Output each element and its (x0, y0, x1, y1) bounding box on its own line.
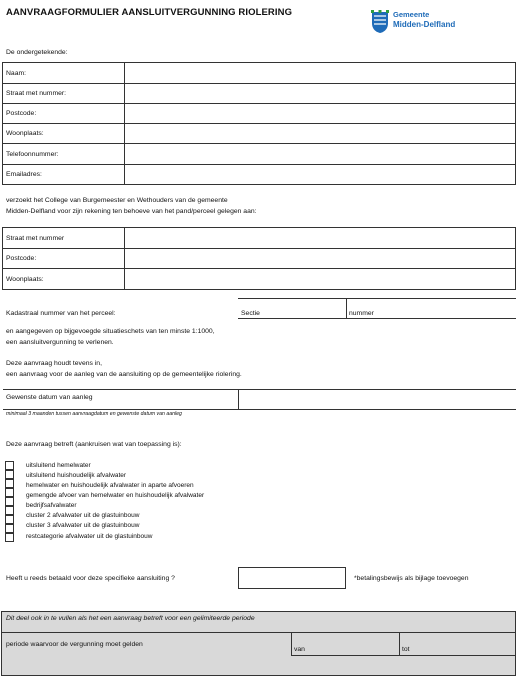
applicant-email-field[interactable] (125, 165, 516, 185)
also-text-2: een aanvraag voor de aanleg van de aansluiting op de gemeentelijke riolering. (6, 371, 242, 378)
option-label: cluster 2 afvalwater uit de glastuinbouw (26, 512, 140, 519)
option-label: cluster 3 afvalwater uit de glastuinbouw (26, 522, 140, 529)
option-checkbox[interactable] (5, 488, 14, 497)
property-postcode-field[interactable] (125, 249, 516, 269)
logo-line-1: Gemeente (393, 10, 430, 19)
applicant-label: Telefoonnummer: (3, 144, 125, 165)
period-label: periode waarvoor de vergunning moet gelden (6, 641, 143, 648)
property-label: Straat met nummer (3, 228, 125, 249)
applicant-name-field[interactable] (125, 63, 516, 84)
applicant-city-field[interactable] (125, 124, 516, 144)
kadaster-label: Kadastraal nummer van het perceel: (6, 310, 116, 317)
applicant-label: Straat met nummer: (3, 84, 125, 104)
paid-note: *betalingsbewijs als bijlage toevoegen (354, 575, 469, 582)
request-text-1: verzoekt het College van Burgemeester en Wethouders van de gemeente (6, 197, 228, 204)
property-label: Postcode: (3, 249, 125, 269)
paid-answer-field[interactable] (238, 567, 346, 589)
nummer-field[interactable]: nummer (349, 310, 374, 317)
situation-text-1: en aangegeven op bijgevoegde situatieschets van ten minste 1:1000, (6, 328, 215, 335)
option-label: restcategorie afvalwater uit de glastuinbouw (26, 533, 153, 540)
option-checkbox[interactable] (5, 533, 14, 542)
municipality-logo (370, 10, 460, 38)
option-checkbox[interactable] (5, 479, 14, 488)
applicant-label: Woonplaats: (3, 124, 125, 144)
intro-text: De ondergetekende: (6, 49, 68, 56)
property-table (2, 227, 516, 290)
property-city-field[interactable] (125, 269, 516, 290)
applicant-label: Emailadres: (3, 165, 125, 185)
option-label: hemelwater en huishoudelijk afvalwater in aparte afvoeren (26, 482, 194, 489)
option-checkbox[interactable] (5, 470, 14, 479)
option-label: uitsluitend huishoudelijk afvalwater (26, 472, 127, 479)
applicant-street-field[interactable] (125, 84, 516, 104)
option-label: bedrijfsafvalwater (26, 502, 77, 509)
sectie-field[interactable]: Sectie (241, 310, 260, 317)
applicant-phone-field[interactable] (125, 144, 516, 165)
applicant-table (2, 62, 516, 185)
option-checkbox[interactable] (5, 515, 14, 524)
applicant-label: Naam: (3, 63, 125, 84)
option-checkbox[interactable] (5, 506, 14, 515)
concerns-label: Deze aanvraag betreft (aankruisen wat van toepassing is): (6, 441, 182, 448)
property-label: Woonplaats: (3, 269, 125, 290)
date-label: Gewenste datum van aanleg (6, 394, 93, 401)
situation-text-2: een aansluitvergunning te verlenen. (6, 339, 114, 346)
applicant-label: Postcode: (3, 104, 125, 124)
date-note: minimaal 3 maanden tussen aanvraagdatum en gewenste datum van aanleg (6, 411, 182, 417)
limited-note: Dit deel ook in te vullen als het een aanvraag betreft voor een gelimiteerde periode (6, 615, 255, 622)
logo-line-2: Midden-Delfland (393, 20, 456, 29)
also-text-1: Deze aanvraag houdt tevens in, (6, 360, 102, 367)
option-label: gemengde afvoer van hemelwater en huishoudelijk afvalwater (26, 492, 205, 499)
date-field[interactable] (239, 390, 516, 409)
option-checkbox[interactable] (5, 461, 14, 470)
option-checkbox[interactable] (5, 524, 14, 533)
option-checkbox[interactable] (5, 497, 14, 506)
period-from-field[interactable]: van (294, 646, 305, 653)
option-label: uitsluitend hemelwater (26, 462, 91, 469)
page-title: AANVRAAGFORMULIER AANSLUITVERGUNNING RIOLERING (6, 7, 293, 18)
period-to-field[interactable]: tot (402, 646, 410, 653)
paid-question: Heeft u reeds betaald voor deze specifieke aansluiting ? (6, 575, 175, 582)
request-text-2: Midden-Delfland voor zijn rekening ten behoeve van het pand/perceel gelegen aan: (6, 208, 257, 215)
applicant-postcode-field[interactable] (125, 104, 516, 124)
municipality-crest-icon (370, 10, 390, 34)
property-street-field[interactable] (125, 228, 516, 249)
